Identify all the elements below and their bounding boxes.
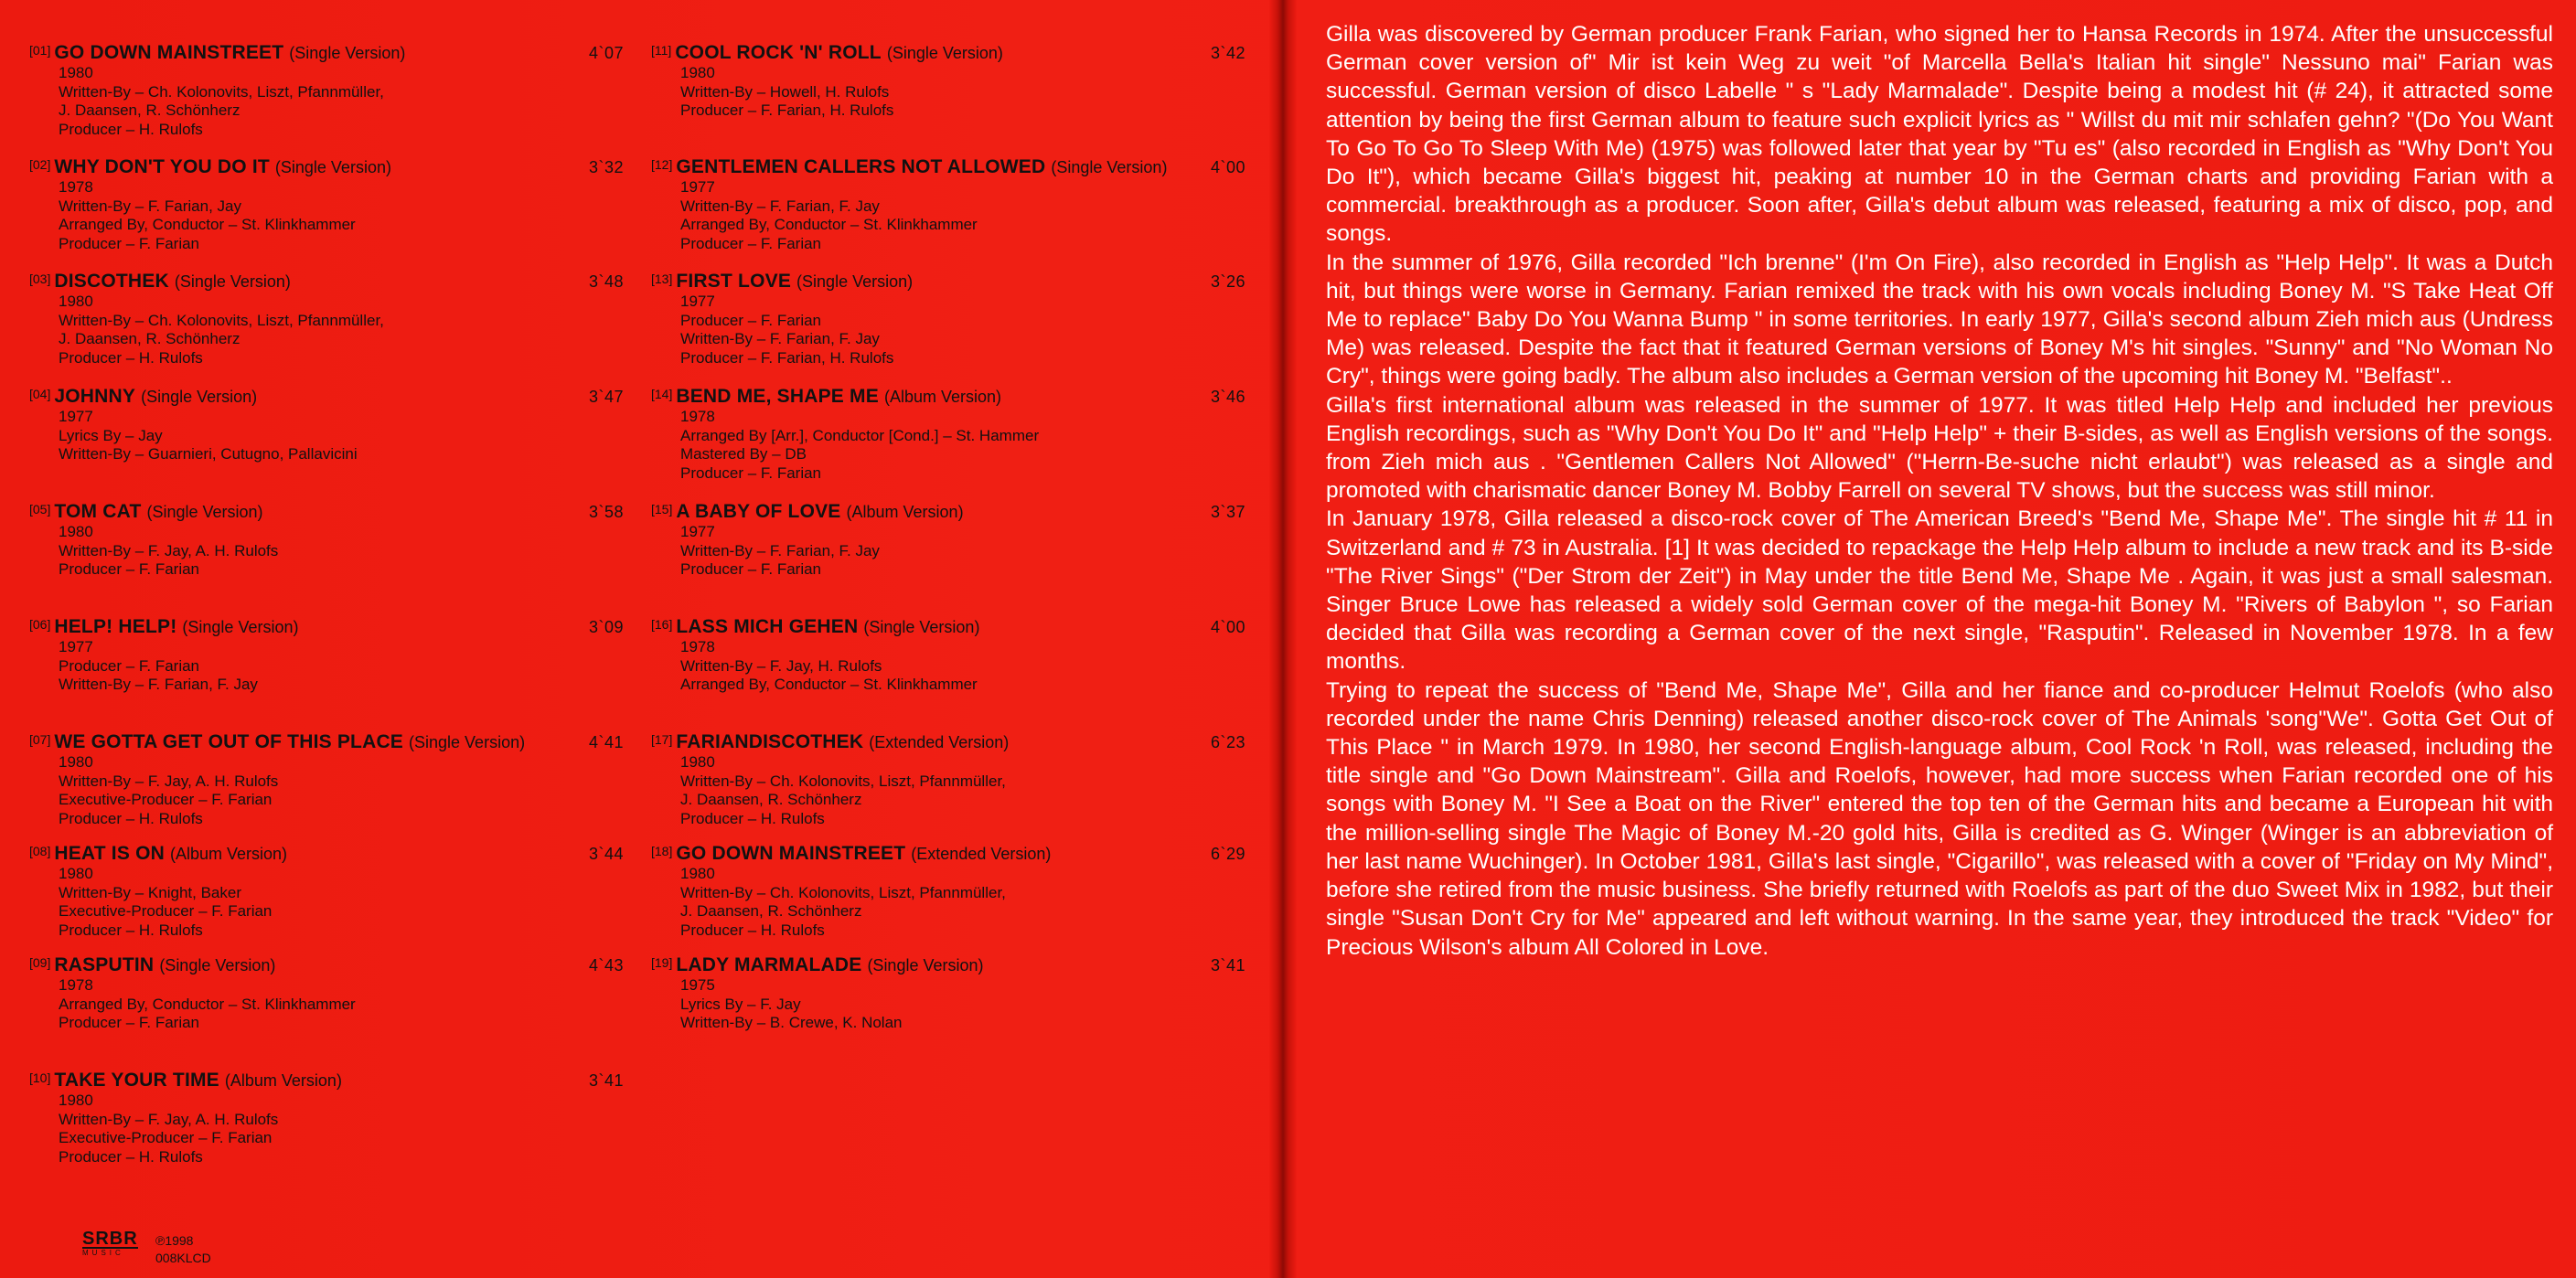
track-duration: 3`46 <box>1210 388 1245 406</box>
track-credit-line: Mastered By – DB <box>680 445 807 463</box>
track-credits <box>29 638 624 695</box>
track-version: (Single Version) <box>289 44 406 62</box>
track-credits <box>651 638 1245 695</box>
track-year: 1980 <box>59 865 93 882</box>
track-number: [16] <box>651 617 673 632</box>
bio-paragraph: In January 1978, Gilla released a disco-rock cover of The American Breed's "Bend Me, Shape Me". The single hit # 11 in Switzerland and # 73 in Australia. [1] It was decided to repackage the Help Help album to include a new track and its B-side "The River Sings" ("Der Strom der Zeit") in May under the title Bend Me, Shape Me . Again, it was just a small salesman. Singer Bruce Lowe has released a widely sold German cover of the mega-hit Boney M. "Rivers of Babylon ", so Farian decided that Gilla was recording a German cover of the next single, "Rasputin". Released in November 1978. In a few months. <box>1326 506 2553 675</box>
track-duration: 3`09 <box>588 618 624 636</box>
track-entry <box>29 1070 624 1166</box>
track-title: DISCOTHEK <box>54 271 169 292</box>
track-credit-line: Written-By – F. Farian, F. Jay <box>680 541 880 559</box>
track-credit-line: Arranged By, Conductor – St. Klinkhammer <box>680 216 978 233</box>
track-credits <box>651 293 1245 367</box>
track-credit-line: Lyrics By – Jay <box>59 426 163 444</box>
track-duration: 4`43 <box>588 956 624 974</box>
track-header <box>651 616 1245 638</box>
track-header <box>651 42 1245 64</box>
track-entry <box>29 843 624 940</box>
track-credit-line: Written-By – F. Jay, A. H. Rulofs <box>59 772 279 790</box>
track-entry <box>651 954 1245 1033</box>
track-header <box>651 501 1245 523</box>
track-title: BEND ME, SHAPE ME <box>676 386 879 407</box>
track-year: 1980 <box>59 64 93 81</box>
track-credit-line: Written-By – Knight, Baker <box>59 883 241 901</box>
track-year: 1980 <box>680 753 715 771</box>
track-credit-line: J. Daansen, R. Schönherz <box>680 902 862 920</box>
track-credits <box>29 865 624 940</box>
track-number: [13] <box>651 272 673 286</box>
track-credit-line: Written-By – F. Farian, F. Jay <box>680 197 880 215</box>
track-credits <box>651 408 1245 483</box>
track-header <box>29 616 624 638</box>
track-entry <box>29 616 624 695</box>
track-credit-line: Arranged By, Conductor – St. Klinkhammer <box>59 216 356 233</box>
copyright-year: ℗1998 <box>155 1233 194 1248</box>
track-credit-line: Arranged By [Arr.], Conductor [Cond.] – St. Hammer <box>680 426 1040 444</box>
track-title: TAKE YOUR TIME <box>54 1070 219 1091</box>
track-credits <box>651 64 1245 121</box>
track-duration: 4`07 <box>588 44 624 62</box>
track-number: [06] <box>29 617 51 632</box>
track-title: TOM CAT <box>54 501 142 522</box>
track-year: 1980 <box>680 865 715 882</box>
track-duration: 3`32 <box>588 158 624 176</box>
track-header <box>29 271 624 293</box>
track-year: 1980 <box>59 293 93 310</box>
track-credit-line: Producer – F. Farian <box>59 560 200 578</box>
track-credit-line: Producer – H. Rulofs <box>59 809 203 827</box>
track-version: (Single Version) <box>409 733 526 751</box>
track-credit-line: Executive-Producer – F. Farian <box>59 791 273 808</box>
track-duration: 3`41 <box>1210 956 1245 974</box>
track-credits <box>651 178 1245 253</box>
track-year: 1977 <box>680 178 715 196</box>
track-duration: 4`41 <box>588 733 624 751</box>
track-version: (Single Version) <box>141 388 258 406</box>
track-version: (Single Version) <box>159 956 276 974</box>
track-entry <box>29 731 624 828</box>
track-credit-line: Written-By – B. Crewe, K. Nolan <box>680 1014 903 1031</box>
track-header <box>29 386 624 408</box>
track-title: GO DOWN MAINSTREET <box>54 42 284 63</box>
track-number: [08] <box>29 844 51 858</box>
bio-paragraph: Gilla was discovered by German producer Frank Farian, who signed her to Hansa Records in 1974. After the unsuccessful German cover version of" Mir ist kein Weg zu weit "of Marcella Bella's Italian hit single" Nessuno mai" Farian was successful. German version of disco Labelle " s "Lady Marmalade". Despite being a modest hit (# 24), it attracted some attention by being the first German album to feature such explicit lyrics as " Willst du mit mir schlafen gehn? "(Do You Want To Go To Go To Sleep With Me) (1975) was followed later that year by "Tu es" (also recorded in English as "Why Don't You Do It"), which became Gilla's biggest hit, peaking at number 10 in the German charts and providing Farian with a commercial. breakthrough as a producer. Soon after, Gilla's debut album was released, featuring a mix of disco, pop, and songs. <box>1326 22 2553 247</box>
track-credit-line: Producer – F. Farian, H. Rulofs <box>680 101 894 119</box>
track-credit-line: Producer – H. Rulofs <box>680 921 825 939</box>
track-header <box>651 954 1245 976</box>
track-entry <box>29 501 624 580</box>
track-header <box>651 731 1245 753</box>
track-credit-line: J. Daansen, R. Schönherz <box>680 791 862 808</box>
track-title: LASS MICH GEHEN <box>676 616 859 637</box>
track-credits <box>651 865 1245 940</box>
track-title: GENTLEMEN CALLERS NOT ALLOWED <box>676 156 1046 177</box>
track-credit-line: Written-By – Ch. Kolonovits, Liszt, Pfannmüller, <box>59 82 384 101</box>
track-year: 1980 <box>59 753 93 771</box>
track-credits <box>29 1092 624 1166</box>
track-entry <box>651 42 1245 121</box>
track-credit-line: Lyrics By – F. Jay <box>680 995 801 1013</box>
track-entry <box>29 271 624 367</box>
track-duration: 3`37 <box>1210 503 1245 521</box>
track-title: GO DOWN MAINSTREET <box>676 843 906 864</box>
track-credit-line: Executive-Producer – F. Farian <box>59 902 273 920</box>
track-credit-line: Arranged By, Conductor – St. Klinkhammer <box>680 676 978 693</box>
track-duration: 3`44 <box>588 845 624 863</box>
track-credit-line: Producer – F. Farian <box>680 463 822 482</box>
biography-text <box>1326 20 2553 962</box>
track-credits <box>651 523 1245 580</box>
track-year: 1977 <box>680 523 715 540</box>
track-credit-line: Written-By – F. Jay, H. Rulofs <box>680 656 882 675</box>
track-header <box>29 843 624 865</box>
track-credits <box>29 976 624 1033</box>
track-header <box>651 386 1245 408</box>
track-title: RASPUTIN <box>54 954 155 975</box>
track-credit-line: J. Daansen, R. Schönherz <box>59 101 240 119</box>
track-year: 1980 <box>59 1092 93 1109</box>
track-header <box>29 42 624 64</box>
track-entry <box>29 156 624 253</box>
track-year: 1977 <box>59 408 93 425</box>
track-header <box>651 271 1245 293</box>
catalog-number: 008KLCD <box>155 1251 211 1265</box>
track-number: [05] <box>29 502 51 517</box>
bio-paragraph: Gilla's first international album was released in the summer of 1977. It was titled Help Help and included her previous English recordings, such as "Why Don't You Do It" and "Help Help" + their B-sides, as well as English versions of the songs. from Zieh mich aus . "Gentlemen Callers Not Allowed" ("Herrn-Be-suche nicht erlaubt") was released as a single and promoted with charismatic dancer Boney M. Bobby Farrell on several TV shows, but the success was still minor. <box>1326 392 2553 504</box>
track-entry <box>651 156 1245 253</box>
track-duration: 3`47 <box>588 388 624 406</box>
track-title: WE GOTTA GET OUT OF THIS PLACE <box>54 731 404 752</box>
track-title: HEAT IS ON <box>54 843 165 864</box>
booklet-fold <box>1269 0 1297 1278</box>
track-credit-line: Written-By – F. Jay, A. H. Rulofs <box>59 541 279 559</box>
track-number: [03] <box>29 272 51 286</box>
track-credit-line: Written-By – Ch. Kolonovits, Liszt, Pfannmüller, <box>59 311 384 329</box>
track-duration: 3`58 <box>588 503 624 521</box>
track-credit-line: Producer – F. Farian <box>59 234 200 252</box>
track-credit-line: Written-By – F. Farian, F. Jay <box>59 676 258 693</box>
track-entry <box>651 616 1245 695</box>
track-credit-line: Producer – H. Rulofs <box>59 1147 203 1166</box>
track-duration: 4`00 <box>1210 158 1245 176</box>
track-credit-line: Producer – F. Farian <box>680 311 822 329</box>
track-credit-line: Producer – H. Rulofs <box>59 348 203 367</box>
track-number: [01] <box>29 43 51 58</box>
track-credits <box>29 64 624 139</box>
label-credit <box>155 1232 211 1267</box>
track-version: (Single Version) <box>863 618 980 636</box>
track-header <box>29 1070 624 1092</box>
track-credit-line: Producer – H. Rulofs <box>680 809 825 827</box>
track-number: [04] <box>29 387 51 401</box>
label-logo-sub: MUSIC <box>82 1249 124 1257</box>
track-credits <box>29 408 624 464</box>
track-title: WHY DON'T YOU DO IT <box>54 156 270 177</box>
track-credit-line: Written-By – F. Farian, F. Jay <box>680 330 880 347</box>
track-year: 1978 <box>680 638 715 655</box>
track-entry <box>651 843 1245 940</box>
label-logo-mark: SRBR <box>82 1229 138 1249</box>
track-credits <box>651 976 1245 1033</box>
track-credit-line: Written-By – F. Farian, Jay <box>59 197 241 215</box>
track-year: 1978 <box>59 976 93 994</box>
track-credit-line: Producer – F. Farian, H. Rulofs <box>680 348 894 367</box>
track-entry <box>651 731 1245 828</box>
track-credit-line: Arranged By, Conductor – St. Klinkhammer <box>59 995 356 1013</box>
track-title: FARIANDISCOTHEK <box>676 731 864 752</box>
track-credits <box>29 293 624 367</box>
bio-paragraph: Trying to repeat the success of "Bend Me, Shape Me", Gilla and her fiance and co-producer Helmut Roelofs (who also recorded under the name Chris Denning) released another disco-rock cover of The Animals 'song"We". Gotta Get Out of This Place " in March 1979. In 1980, her second English-language album, Cool Rock 'n Roll, was released, including the title single and "Go Down Mainstream". Gilla and Roelofs, however, had more success when Farian recorded one of his songs with Boney M. "I See a Boat on the River" entered the top ten of the German hits and became a European hit with the million-selling single The Magic of Boney M.-20 gold hits, Gilla is credited as G. Winger (Winger is an abbreviation of her last name Wuchinger). In October 1981, Gilla's last single, "Cigarillo", was released with a cover of "Friday on My Mind", before she retired from the music business. She briefly returned with Roelofs as part of the duo Sweet Mix in 1982, but their single "Susan Don't Cry for Me" appeared and left without warning. In the same year, they introduced the track "Video" for Precious Wilson's album All Colored in Love. <box>1326 677 2553 960</box>
track-title: A BABY OF LOVE <box>676 501 841 522</box>
track-duration: 3`41 <box>588 1071 624 1090</box>
track-version: (Single Version) <box>146 503 263 521</box>
track-credit-line: Producer – F. Farian <box>59 656 200 675</box>
track-credit-line: J. Daansen, R. Schönherz <box>59 330 240 347</box>
track-number: [14] <box>651 387 673 401</box>
track-header <box>29 954 624 976</box>
track-year: 1977 <box>680 293 715 310</box>
track-credits <box>29 523 624 580</box>
bio-paragraph: In the summer of 1976, Gilla recorded "Ich brenne" (I'm On Fire), also recorded in English as "Help Help". It was a Dutch hit, but things were worse in Germany. Farian remixed the track with his own vocals including Boney M. "S Take Heat Off Me to replace" Baby Do You Wanna Bump " in some territories. In early 1977, Gilla's second album Zieh mich aus (Undress Me) was released. Despite the fact that it featured German versions of Boney M's hit singles. "Sunny" and "No Woman No Cry", things were going badly. The album also includes a German version of the upcoming hit Boney M. "Belfast".. <box>1326 250 2553 389</box>
track-entry <box>29 954 624 1033</box>
track-year: 1977 <box>59 638 93 655</box>
track-version: (Single Version) <box>1051 158 1168 176</box>
track-credit-line: Producer – F. Farian <box>680 234 822 252</box>
track-version: (Album Version) <box>224 1071 342 1090</box>
track-title: LADY MARMALADE <box>676 954 862 975</box>
label-logo <box>82 1230 138 1258</box>
track-number: [02] <box>29 157 51 172</box>
track-title: HELP! HELP! <box>54 616 177 637</box>
track-credits <box>29 178 624 253</box>
track-number: [09] <box>29 955 51 970</box>
track-number: [12] <box>651 157 673 172</box>
track-entry <box>651 386 1245 483</box>
track-entry <box>651 501 1245 580</box>
track-number: [19] <box>651 955 673 970</box>
track-entry <box>29 386 624 464</box>
track-year: 1975 <box>680 976 715 994</box>
track-duration: 3`26 <box>1210 272 1245 291</box>
track-credit-line: Producer – F. Farian <box>59 1014 200 1031</box>
track-version: (Album Version) <box>169 845 288 863</box>
track-number: [17] <box>651 732 673 747</box>
track-version: (Album Version) <box>883 388 1002 406</box>
track-credit-line: Written-By – F. Jay, A. H. Rulofs <box>59 1110 279 1128</box>
track-number: [15] <box>651 502 673 517</box>
track-credit-line: Producer – H. Rulofs <box>59 120 203 138</box>
track-year: 1978 <box>680 408 715 425</box>
track-number: [10] <box>29 1070 51 1085</box>
track-version: (Extended Version) <box>869 733 1010 751</box>
track-version: (Single Version) <box>886 44 1003 62</box>
track-year: 1980 <box>59 523 93 540</box>
track-version: (Single Version) <box>174 272 291 291</box>
track-number: [18] <box>651 844 673 858</box>
track-version: (Single Version) <box>796 272 914 291</box>
track-version: (Album Version) <box>846 503 964 521</box>
track-version: (Single Version) <box>274 158 391 176</box>
track-credit-line: Written-By – Guarnieri, Cutugno, Pallavicini <box>59 445 358 463</box>
track-header <box>29 501 624 523</box>
track-credits <box>651 753 1245 828</box>
track-credits <box>29 753 624 828</box>
track-title: FIRST LOVE <box>676 271 792 292</box>
track-duration: 3`48 <box>588 272 624 291</box>
track-header <box>29 731 624 753</box>
track-duration: 4`00 <box>1210 618 1245 636</box>
track-credit-line: Written-By – Howell, H. Rulofs <box>680 82 890 101</box>
track-header <box>651 156 1245 178</box>
track-entry <box>651 271 1245 367</box>
track-duration: 3`42 <box>1210 44 1245 62</box>
track-version: (Single Version) <box>182 618 299 636</box>
track-entry <box>29 42 624 139</box>
track-duration: 6`29 <box>1210 845 1245 863</box>
track-title: JOHNNY <box>54 386 136 407</box>
track-number: [11] <box>651 43 672 58</box>
track-duration: 6`23 <box>1210 733 1245 751</box>
track-title: COOL ROCK 'N' ROLL <box>675 42 882 63</box>
track-year: 1980 <box>680 64 715 81</box>
track-credit-line: Written-By – Ch. Kolonovits, Liszt, Pfannmüller, <box>680 772 1006 790</box>
track-credit-line: Written-By – Ch. Kolonovits, Liszt, Pfannmüller, <box>680 883 1006 901</box>
track-version: (Single Version) <box>867 956 984 974</box>
track-credit-line: Producer – F. Farian <box>680 560 822 578</box>
track-year: 1978 <box>59 178 93 196</box>
track-header <box>651 843 1245 865</box>
track-number: [07] <box>29 732 51 747</box>
track-credit-line: Executive-Producer – F. Farian <box>59 1129 273 1146</box>
track-header <box>29 156 624 178</box>
track-version: (Extended Version) <box>911 845 1052 863</box>
track-credit-line: Producer – H. Rulofs <box>59 921 203 939</box>
